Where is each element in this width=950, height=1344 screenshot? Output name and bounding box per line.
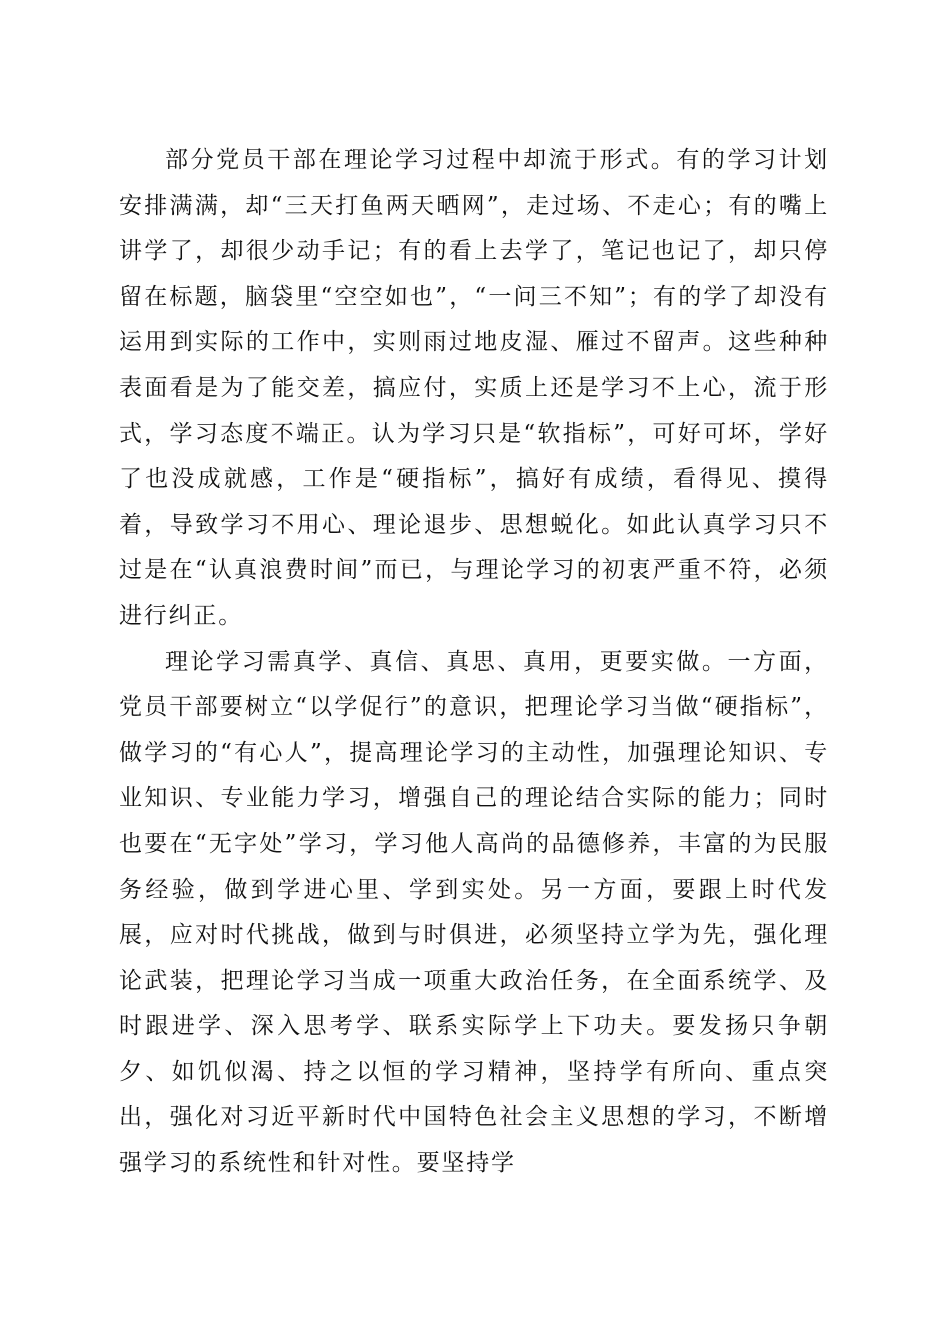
document-body [119,138,829,1187]
paragraph-1: 部分党员干部在理论学习过程中却流于形式。有的学习计划安排满满，却“三天打鱼两天晒网”，走过场、不走心；有的嘴上讲学了，却很少动手记；有的看上去学了，笔记也记了，却只停留在标题，脑袋里“空空如也”，“一问三不知”；有的学了却没有运用到实际的工作中，实则雨过地皮湿、雁过不留声。这些种种表面看是为了能交差，搞应付，实质上还是学习不上心，流于形式，学习态度不端正。认为学习只是“软指标”，可好可坏，学好了也没成就感，工作是“硬指标”，搞好有成绩，看得见、摸得着，导致学习不用心、理论退步、思想蜕化。如此认真学习只不过是在“认真浪费时间”而已，与理论学习的初衷严重不符，必须进行纠正。 [119,147,829,629]
paragraph-2: 理论学习需真学、真信、真思、真用，更要实做。一方面，党员干部要树立“以学促行”的意识，把理论学习当做“硬指标”，做学习的“有心人”，提高理论学习的主动性，加强理论知识、专业知识、专业能力学习，增强自己的理论结合实际的能力；同时也要在“无字处”学习，学习他人高尚的品德修养，丰富的为民服务经验，做到学进心里、学到实处。另一方面，要跟上时代发展，应对时代挑战，做到与时俱进，必须坚持立学为先，强化理论武装，把理论学习当成一项重大政治任务，在全面系统学、及时跟进学、深入思考学、联系实际学上下功夫。要发扬只争朝夕、如饥似渴、持之以恒的学习精神，坚持学有所向、重点突出，强化对习近平新时代中国特色社会主义思想的学习，不断增强学习的系统性和针对性。要坚持学 [119,648,829,1177]
